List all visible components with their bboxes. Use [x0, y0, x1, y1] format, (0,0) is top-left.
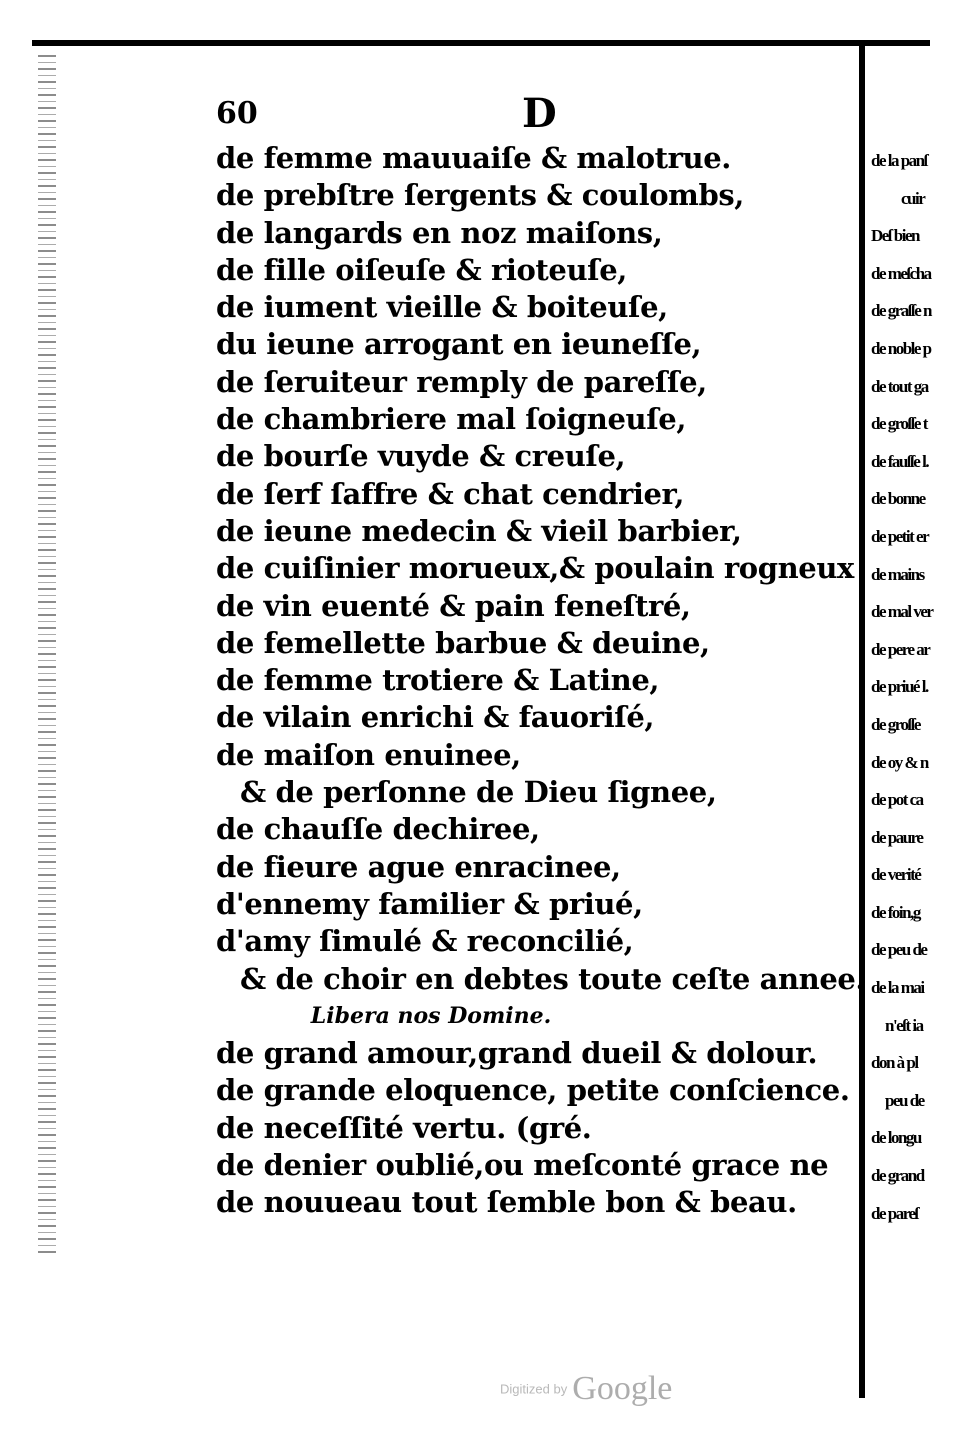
text-line: de femellette barbue & deuine,: [216, 625, 710, 660]
facing-line: Deſ bien: [871, 226, 919, 246]
text-line: de bourſe vuyde & creuſe,: [216, 439, 626, 474]
facing-page-column: [871, 142, 941, 1232]
text-line: & de choir en debtes toute ceſte annee.: [240, 961, 866, 996]
text-line: de femme trotiere & Latine,: [216, 663, 660, 698]
facing-line: de oy & n: [871, 752, 928, 772]
facing-line: de longu: [871, 1128, 921, 1148]
page-edge-shadow: [38, 55, 56, 1255]
text-line: de nouueau tout ſemble bon & beau.: [216, 1185, 797, 1220]
top-rule: [32, 40, 930, 46]
facing-line: de tout ga: [871, 376, 928, 396]
facing-line: de mal ver: [871, 602, 933, 622]
facing-line: de la mai: [871, 978, 924, 998]
facing-line: de verité: [871, 865, 921, 885]
text-line: & de perſonne de Dieu ſignee,: [240, 775, 717, 810]
facing-line: de pot ca: [871, 790, 923, 810]
facing-line: n'eſt ia: [885, 1015, 923, 1035]
google-logo: Google: [572, 1370, 673, 1407]
watermark-prefix: Digitized by: [500, 1381, 568, 1397]
text-line: d'amy ſimulé & reconcilié,: [216, 924, 634, 959]
text-line: de ſerf ſaffre & chat cendrier,: [216, 476, 685, 511]
gutter-rule: [859, 46, 865, 1398]
facing-line: de pere ar: [871, 639, 930, 659]
facing-line: de grand: [871, 1166, 924, 1186]
text-line: de grande eloquence, petite conſcience.: [216, 1073, 850, 1108]
text-line: de vin euenté & pain feneſtré,: [216, 588, 691, 623]
facing-line: de la panſ: [871, 151, 927, 170]
facing-line: don à pl: [871, 1053, 918, 1073]
facing-line: de groſſe: [871, 714, 920, 734]
facing-line: de pareſ: [871, 1203, 918, 1223]
facing-line: cuir: [901, 188, 925, 208]
text-line: du ieune arrogant en ieuneſſe,: [216, 327, 702, 362]
main-text-column: [216, 140, 866, 1222]
facing-line: de noble p: [871, 338, 931, 358]
text-line: de chauſſe dechiree,: [216, 812, 540, 847]
facing-line: de bonne: [871, 489, 925, 509]
facing-line: de peu de: [871, 940, 927, 960]
text-line: de prebſtre ſergents & coulombs,: [216, 178, 744, 213]
facing-line: de foin,g: [871, 902, 920, 922]
facing-line: de groſſe t: [871, 414, 927, 434]
facing-line: de priué l.: [871, 677, 928, 697]
facing-line: de mains: [871, 564, 924, 584]
facing-line: de petit er: [871, 526, 929, 546]
text-line: de ſeruiteur remply de pareſſe,: [216, 364, 707, 399]
text-line: de langards en noz maiſons,: [216, 215, 663, 250]
text-line: de denier oublié,ou meſconté grace ne: [216, 1148, 829, 1183]
page-number: 60: [216, 96, 258, 131]
text-line: de grand amour,grand dueil & dolour.: [216, 1036, 818, 1071]
text-line: d'ennemy familier & priué,: [216, 886, 643, 921]
litany-response: Libera nos Domine.: [310, 1002, 552, 1029]
text-line: de chambriere mal ſoigneuſe,: [216, 402, 687, 437]
section-letter: D: [522, 90, 557, 137]
text-line: de cuiſinier morueux,& poulain rogneux: [216, 551, 854, 586]
text-line: de vilain enrichi & fauoriſé,: [216, 700, 655, 735]
facing-line: de paure: [871, 827, 923, 847]
text-line: de neceſſité vertu. (gré.: [216, 1110, 592, 1145]
text-line: de ieune medecin & vieil barbier,: [216, 513, 742, 548]
facing-line: de graſſe n: [871, 301, 931, 321]
facing-line: de meſcha: [871, 263, 931, 283]
text-line: de fille oiſeuſe & rioteuſe,: [216, 252, 627, 287]
text-line: de femme mauuaiſe & malotrue.: [216, 141, 731, 175]
page-header: [216, 90, 616, 144]
facing-line: de fauſſe l.: [871, 451, 929, 471]
facing-line: peu de: [885, 1090, 924, 1110]
text-line: de fieure ague enracinee,: [216, 849, 621, 884]
digitized-by-google-watermark: [500, 1370, 672, 1408]
text-line: de iument vieille & boiteuſe,: [216, 290, 668, 325]
text-line: de maiſon enuinee,: [216, 737, 521, 772]
